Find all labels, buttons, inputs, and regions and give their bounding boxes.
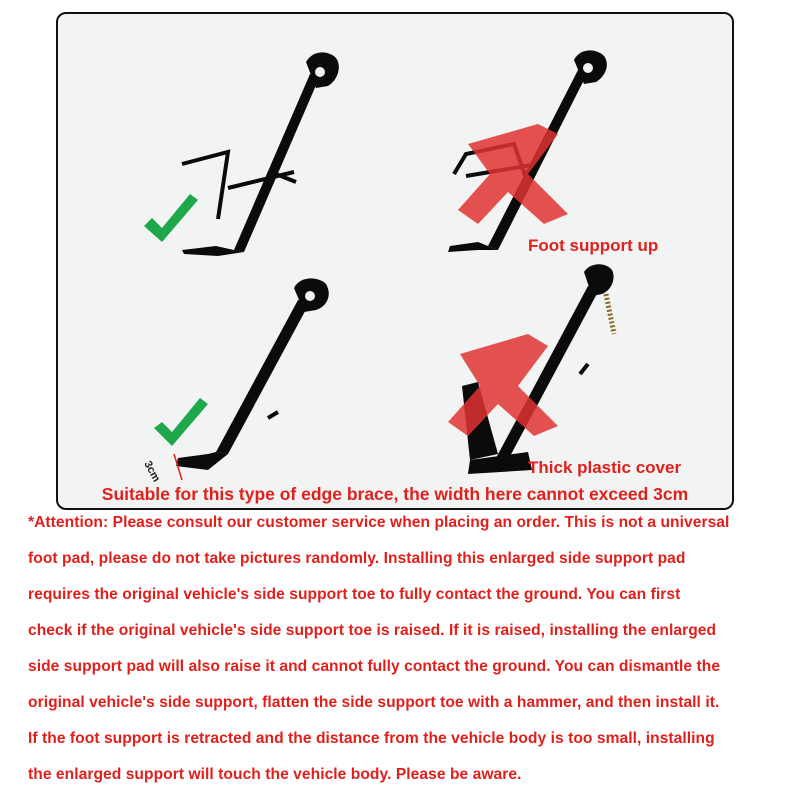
- kickstand-illustrations: [58, 14, 732, 508]
- note-line: original vehicle's side support, flatten the side support toe with a hammer, and then install it.: [28, 694, 720, 711]
- note-line: requires the original vehicle's side support toe to fully contact the ground. You can first: [28, 586, 681, 603]
- checkmark-icon: [144, 194, 198, 242]
- note-line: check if the original vehicle's side support toe is raised. If it is raised, installing the enlarged: [28, 622, 717, 639]
- note-line: *Attention: Please consult our customer service when placing an order. This is not a universal: [28, 514, 730, 531]
- product-image-panel: [56, 12, 734, 510]
- dimension-label: 3cm: [141, 459, 163, 485]
- checkmark-icon: [154, 398, 208, 446]
- note-line: foot pad, please do not take pictures randomly. Installing this enlarged side support pad: [28, 550, 686, 567]
- label-foot-support-up: Foot support up: [528, 236, 659, 255]
- kickstand-correct-top: [182, 52, 339, 256]
- panel-caption: Suitable for this type of edge brace, the width here cannot exceed 3cm: [101, 484, 689, 504]
- kickstand-correct-bottom: [174, 278, 329, 480]
- label-thick-plastic-cover: Thick plastic cover: [528, 458, 682, 477]
- note-line: If the foot support is retracted and the distance from the vehicle body is too small, installing: [28, 730, 715, 747]
- note-line: the enlarged support will touch the vehicle body. Please be aware.: [28, 766, 522, 783]
- note-line: side support pad will also raise it and cannot fully contact the ground. You can dismantle the: [28, 658, 721, 675]
